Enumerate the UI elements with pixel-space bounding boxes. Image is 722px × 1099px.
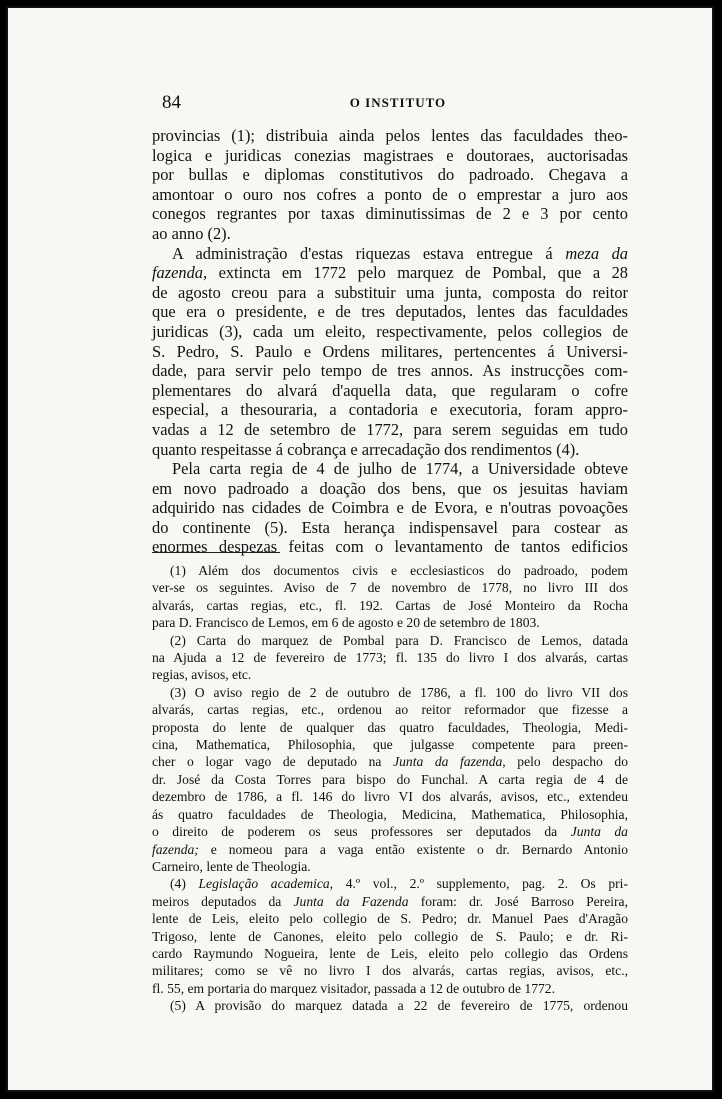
- footnote-line: para D. Francisco de Lemos, em 6 de agosto e 20 de setembro de 1803.: [152, 615, 540, 631]
- body-line: vadas a 12 de setembro de 1772, para serem seguidas em tudo: [152, 419, 628, 439]
- footnote-line: (4) Legislação academica, 4.º vol., 2.º supplemento, pag. 2. Os pri-: [170, 876, 628, 892]
- footnote-line: cardo Raymundo Nogueira, lente de Leis, eleito pelo collegio das Ordens: [152, 945, 628, 961]
- footnote-line: lente de Leis, eleito pelo collegio de S. Pedro; dr. Manuel Paes d'Aragão: [152, 911, 628, 927]
- body-line: fazenda, extincta em 1772 pelo marquez de Pombal, que a 28: [152, 263, 628, 283]
- body-line: do continente (5). Esta herança indispensavel para costear as: [152, 517, 628, 537]
- footnote-line: fazenda; e nomeou para a vaga então existente o dr. Bernardo Antonio: [152, 841, 628, 857]
- footnote-line: cher o logar vago de deputado na Junta da fazenda, pelo despacho do: [152, 754, 629, 770]
- footnote-line: alvarás, cartas regias, etc., ordenou ao reitor reformador que fizesse a: [152, 702, 628, 718]
- footnote-line: dezembro de 1786, a fl. 146 do livro VI dos alvarás, avisos, etc., extendeu: [152, 789, 628, 805]
- footnote-line: meiros deputados da Junta da Fazenda foram: dr. José Barroso Pereira,: [152, 893, 628, 909]
- body-text: [152, 126, 628, 557]
- running-title: O INSTITUTO: [349, 95, 447, 110]
- footnote-rule: [152, 552, 280, 553]
- body-line: plementares do alvará d'aquella data, que regularam o cofre: [152, 380, 628, 400]
- footnote-line: (1) Além dos documentos civis e ecclesiasticos do padroado, podem: [170, 563, 628, 578]
- body-line: S. Pedro, S. Paulo e Ordens militares, pertencentes á Universi-: [152, 341, 628, 361]
- emphasis: Junta da fazenda,: [393, 754, 506, 770]
- footnote-line: alvarás, cartas regias, etc., fl. 192. Cartas de José Monteiro da Rocha: [152, 597, 628, 613]
- body-line: logica e juridicas conezias magistraes e doutoraes, auctorisadas: [152, 145, 628, 165]
- footnote-line: Carneiro, lente de Theologia.: [152, 858, 311, 874]
- footnote-line: (2) Carta do marquez de Pombal para D. Francisco de Lemos, datada: [170, 632, 628, 648]
- body-line: especial, a thesouraria, a contadoria e executoria, foram appro-: [152, 400, 628, 420]
- running-head: [160, 92, 636, 116]
- footnote-line: ver-se os seguintes. Aviso de 7 de novembro de 1778, no livro III dos: [152, 580, 628, 596]
- body-line: quanto respeitasse á cobrança e arrecadação dos rendimentos (4).: [152, 439, 580, 459]
- footnote-line: na Ajuda a 12 de fevereiro de 1773; fl. 135 do livro I dos alvarás, cartas: [152, 650, 628, 666]
- page-number: 84: [162, 92, 181, 113]
- body-line: enormes despezas feitas com o levantamento de tantos edificios: [152, 537, 628, 557]
- emphasis: meza da: [565, 243, 629, 263]
- emphasis: Junta da: [570, 824, 628, 840]
- body-line: conegos regrantes por taxas diminutissimas de 2 e 3 por cento: [152, 204, 628, 224]
- footnote-line: militares; como se vê no livro I dos alvarás, cartas regias, avisos, etc.,: [152, 963, 628, 979]
- emphasis: fazenda;: [152, 841, 199, 857]
- body-line: ao anno (2).: [152, 223, 231, 243]
- footnote-line: (3) O aviso regio de 2 de outubro de 1786, a fl. 100 do livro VII dos: [170, 684, 628, 700]
- emphasis: Legislação academica,: [198, 876, 334, 892]
- footnote-line: o direito de poderem os seus professores ser deputados da Junta da: [152, 824, 628, 840]
- body-line: por bullas e diplomas constitutivos do padroado. Chegava a: [152, 165, 628, 185]
- footnote-line: (5) A provisão do marquez datada a 22 de fevereiro de 1775, ordenou: [170, 998, 628, 1014]
- body-line: juridicas (3), cada um eleito, respectivamente, pelos collegios de: [152, 321, 628, 341]
- body-line: em novo padroado a doação dos bens, que os jesuitas haviam: [152, 478, 628, 498]
- body-line: A administração d'estas riquezas estava entregue á meza da: [172, 243, 629, 263]
- emphasis: Junta da Fazenda: [293, 893, 409, 909]
- footnote-line: ás quatro faculdades de Theologia, Medicina, Mathematica, Philosophia,: [152, 806, 628, 822]
- footnote-line: dr. José da Costa Torres para bispo do Funchal. A carta regia de 4 de: [152, 771, 628, 787]
- footnotes: [152, 562, 628, 1015]
- body-line: de agosto creou para a substituir uma junta, composta do reitor: [152, 282, 628, 302]
- emphasis: fazenda,: [152, 263, 208, 283]
- body-line: Pela carta regia de 4 de julho de 1774, a Universidade obteve: [172, 459, 628, 479]
- footnote-line: regias, avisos, etc.: [152, 667, 252, 683]
- body-line: amontoar o ouro nos cofres a ponto de o emprestar a juro aos: [152, 184, 628, 204]
- body-line: dade, para servir pelo tempo de tres annos. As instrucções com-: [152, 361, 628, 381]
- body-line: que era o presidente, e de tres deputados, lentes das faculdades: [152, 302, 628, 322]
- footnote-line: fl. 55, em portaria do marquez visitador, passada a 12 de outubro de 1772.: [152, 980, 555, 996]
- body-line: provincias (1); distribuia ainda pelos lentes das faculdades theo-: [152, 126, 628, 145]
- body-line: adquirido nas cidades de Coimbra e de Evora, e n'outras povoações: [152, 498, 628, 518]
- footnote-line: Trigoso, lente de Canones, eleito pelo collegio de S. Paulo; e dr. Ri-: [152, 928, 628, 944]
- footnote-line: cina, Mathematica, Philosophia, que julgasse competente para preen-: [152, 737, 628, 753]
- footnote-line: proposta do lente de qualquer das quatro faculdades, Theologia, Medi-: [152, 719, 628, 735]
